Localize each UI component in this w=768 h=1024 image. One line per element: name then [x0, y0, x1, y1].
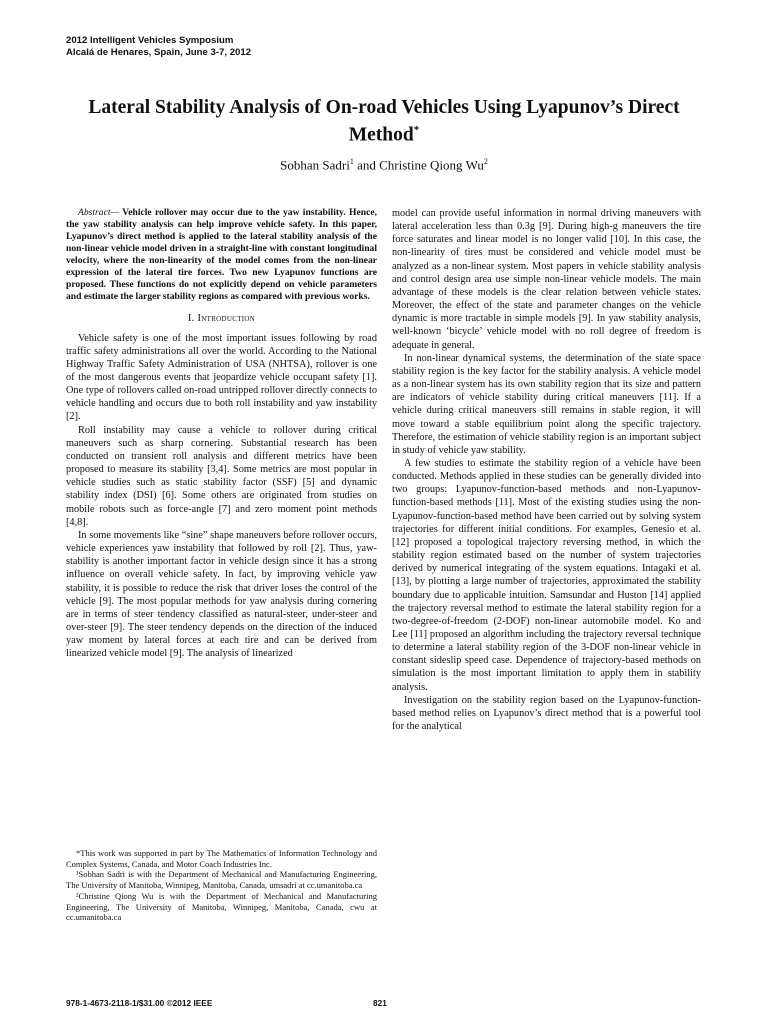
paper-title-text: Lateral Stability Analysis of On-road Vehicles Using Lyapunov’s Direct Method [88, 97, 680, 146]
author-2: Christine Qiong Wu [379, 157, 484, 173]
left-column [66, 207, 377, 660]
footnote-funding: *This work was supported in part by The Mathematics of Information Technology and Complex Systems, Canada, and Motor Coach Industries Inc. [66, 848, 377, 869]
abstract-text: Vehicle rollover may occur due to the yaw instability. Hence, the yaw stability analysis can help improve vehicle safety. In this paper, Lyapunov’s direct method is applied to the lateral stability analysis of the non-linear vehicle model driven in a straight-line with constant longitudinal velocity, where the non-linearity of the model comes from the non-linear expression of the lateral tire forces. Two new Lyapunov functions are proposed. These functions do not explicitly depend on vehicle parameters and estimate the larger stability regions as compared with previous works. [66, 207, 377, 303]
author-1: Sobhan Sadri [280, 157, 350, 173]
body-paragraph: Investigation on the stability region based on the Lyapunov-function-based method relies on Lyapunov’s direct method that is a powerful tool for the analytical [392, 694, 701, 733]
conference-name: 2012 Intelligent Vehicles Symposium [66, 35, 234, 46]
body-paragraph: In non-linear dynamical systems, the determination of the state space stability region is the key factor for the stability analysis. A vehicle model as a non-linear system has its own stability region that its size and pattern are indicators of vehicle stability during critical maneuvers [11]. If a vehicle during critical maneuvers still remains in stable region, it will move toward a stable equilibrium point along the specific trajectory. Therefore, the estimation of vehicle stability region is an important subject in study of vehicle yaw stability. [392, 352, 701, 456]
footnote-author-1: ¹Sobhan Sadri is with the Department of Mechanical and Manufacturing Engineering, The University of Manitoba, Winnipeg, Manitoba, Canada, umsadri at cc.umanitoba.ca [66, 869, 377, 891]
abstract-label: Abstract— [78, 207, 120, 218]
footnotes [66, 848, 377, 923]
author-line [60, 157, 708, 173]
title-footnote-marker: * [413, 124, 420, 136]
author-connector: and [353, 157, 380, 173]
body-paragraph: model can provide useful information in normal driving maneuvers with lateral acceleration less than 0.3g [9]. During high-g maneuvers the tire force saturates and linear model is no longer valid [10]. In this case, the non-linearity of tires must be considered and vehicle model must be analyzed as a non-linear system. Most papers in vehicle stability analysis and control design area use simple non-linear vehicle models. The main advantage of these models is the clear relation between vehicle states. Moreover, the effect of the state and parameter changes on the vehicle dynamic is more tractable in simple models [9]. In yaw stability analysis, well-known ‘bicycle’ vehicle model with no roll degree of freedom is adequate in general. [392, 208, 701, 351]
body-paragraph: Roll instability may cause a vehicle to rollover during critical maneuvers such as sharp cornering. Substantial research has been conducted on transient roll analysis and different metrics have been proposed to measure its stability [3,4]. Some metrics are most popular in vehicle studies such as static stability factor (SSF) [5] and dynamic stability index (DSI) [6]. Some others are originated from studies on mobile robots such as force-angle [7] and zero moment point methods [4,8]. [66, 424, 377, 528]
page-number: 821 [373, 998, 387, 1008]
body-paragraph: In some movements like “sine” shape maneuvers before rollover occurs, vehicle experiences yaw instability that followed by roll [2]. Thus, yaw-stability is another important factor in vehicle design since it has a strong influence on overall vehicle safety. In fact, by improving vehicle yaw stability, it is possible to reduce the risk that driver loses the control of the vehicle [9]. The most popular methods for yaw analysis during cornering are in terms of steer tendency classified as natural-steer, under-steer and over-steer [9]. The steer tendency depends on the direction of the induced yaw moment by lateral forces at each tire and can be derived from linearized vehicle model [9]. The analysis of linearized [66, 529, 377, 660]
section-heading: I. Introduction [187, 313, 256, 325]
body-paragraph: Vehicle safety is one of the most important issues following by road traffic safety administrations all over the world. According to the National Highway Traffic Safety Administration of USA (NHTSA), rollover is one of the most dangerous events that jeopardize vehicle occupant safety [1]. One type of rollovers called on-road untripped rollover directly connects to vehicle handling and occurs due to both roll instability and yaw instability [2]. [66, 332, 377, 423]
right-column [392, 207, 701, 733]
abstract [66, 207, 377, 303]
body-paragraph: A few studies to estimate the stability region of a vehicle have been conducted. Methods applied in these studies can be generally divided into two groups: Lyapunov-function-based methods and non-Lyapunov-function-based methods [11]. Most of the existing studies using the non-Lyapunov-function-based method have been carried out by solving system trajectories for different initial conditions. For examples, Genesio et al. [12] proposed a topological trajectory reversing method, in which the stability region estimated based on the number of system trajectories derived by numerical integrating of the system equations. Intagaki et al. [13], by plotting a large number of trajectories, approximated the stability boundary due to applicable intuition. Samsundar and Huston [14] applied the trajectory reversal method to estimate the lateral stability region for a two-degree-of-freedom (2-DOF) non-linear automobile model. Ko and Lee [11] proposed an algorithm including the trajectory reversal technique to determine a lateral stability region of the 3-DOF non-linear vehicle in constant sideslip speed case. Dependence of trajectory-based methods on simulation is the most important limitation to apply them in stability analysis. [392, 457, 701, 693]
paper-title [60, 96, 708, 147]
footnote-author-2: ²Christine Qiong Wu is with the Department of Mechanical and Manufacturing Engineering, The University of Manitoba, Winnipeg, Manitoba, Canada, cwu at cc.umanitoba.ca [66, 890, 377, 923]
conference-location: Alcalá de Henares, Spain, June 3-7, 2012 [66, 47, 252, 58]
author-1-affiliation: 1 [349, 157, 354, 166]
author-2-affiliation: 2 [483, 157, 488, 166]
copyright-notice: 978-1-4673-2118-1/$31.00 ©2012 IEEE [66, 998, 213, 1008]
